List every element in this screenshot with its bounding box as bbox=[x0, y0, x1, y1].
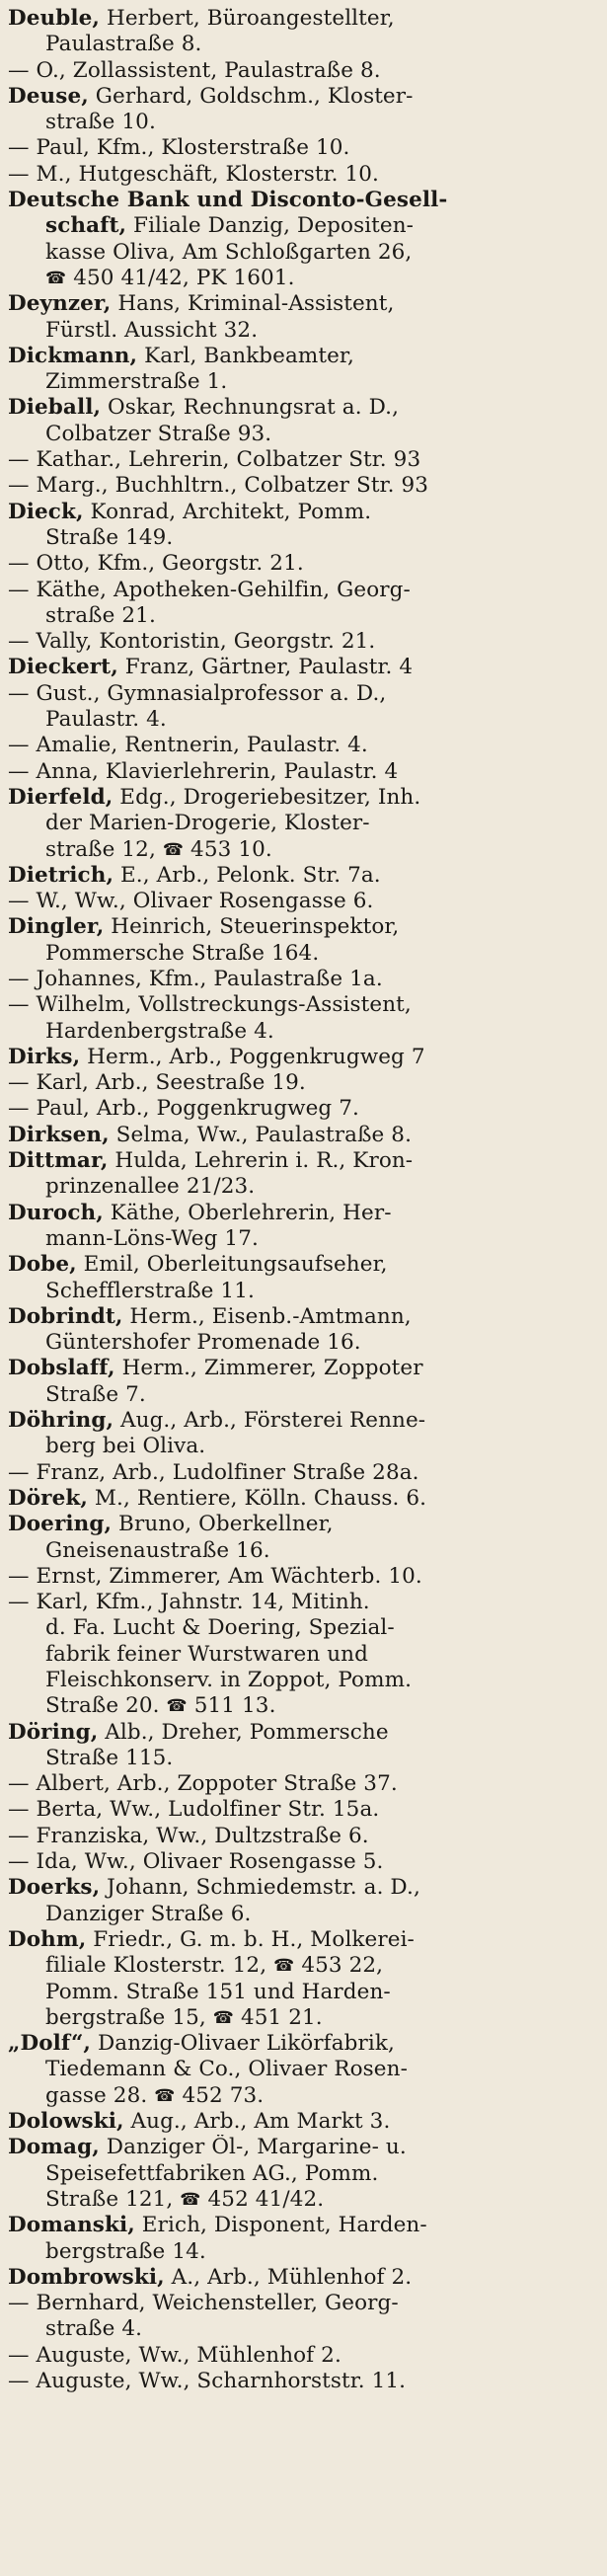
entry-text: Danziger Öl-, Margarine- u. bbox=[99, 2135, 407, 2160]
directory-line bbox=[8, 369, 599, 395]
entry-text: Aug., Arb., Försterei Renne- bbox=[114, 1408, 426, 1434]
directory-line bbox=[8, 2057, 599, 2082]
entry-name: Dirks, bbox=[8, 1044, 81, 1069]
directory-line bbox=[8, 188, 599, 213]
entry-text: straße 4. bbox=[45, 2316, 143, 2342]
entry-text: Herm., Eisenb.-Amtmann, bbox=[122, 1303, 412, 1329]
entry-name: Domag, bbox=[8, 2135, 100, 2160]
entry-text: — Otto, Kfm., Georgstr. 21. bbox=[8, 551, 304, 577]
entry-text: — M., Hutgeschäft, Klosterstr. 10. bbox=[8, 161, 379, 187]
entry-name: Dieball, bbox=[8, 395, 102, 421]
directory-line bbox=[8, 1927, 599, 1953]
directory-line bbox=[8, 681, 599, 707]
entry-text: Alb., Dreher, Pommersche bbox=[98, 1719, 389, 1745]
entry-text: — Johannes, Kfm., Paulastraße 1a. bbox=[8, 966, 383, 991]
entry-text: Fürstl. Aussicht 32. bbox=[45, 317, 259, 343]
directory-line bbox=[8, 811, 599, 836]
entry-name: Dieckert, bbox=[8, 655, 118, 680]
directory-line bbox=[8, 110, 599, 135]
entry-text: Hans, Kriminal-Assistent, bbox=[111, 291, 395, 317]
directory-line bbox=[8, 1538, 599, 1564]
directory-line bbox=[8, 1070, 599, 1096]
entry-text: — Vally, Kontoristin, Georgstr. 21. bbox=[8, 629, 376, 655]
entry-text: — Wilhelm, Vollstreckungs-Assistent, bbox=[8, 992, 412, 1018]
telephone-number: 511 13. bbox=[193, 1693, 276, 1719]
entry-text: der Marien-Drogerie, Kloster- bbox=[45, 811, 370, 836]
entry-text: Bruno, Oberkellner, bbox=[112, 1512, 334, 1537]
entry-text: Straße 149. bbox=[45, 524, 174, 550]
entry-text: bergstraße 14. bbox=[45, 2238, 206, 2264]
entry-name: Dittmar, bbox=[8, 1148, 109, 1174]
directory-line bbox=[8, 1980, 599, 2005]
directory-line bbox=[8, 1824, 599, 1849]
directory-line bbox=[8, 344, 599, 369]
entry-text: Edg., Drogeriebesitzer, Inh. bbox=[113, 784, 421, 810]
entry-name: Deutsche Bank und Disconto-Gesell- bbox=[8, 188, 448, 213]
directory-line bbox=[8, 1460, 599, 1486]
directory-line bbox=[8, 1564, 599, 1590]
directory-line bbox=[8, 1875, 599, 1901]
directory-line bbox=[8, 863, 599, 889]
entry-text: — Albert, Arb., Zoppoter Straße 37. bbox=[8, 1771, 398, 1797]
directory-line bbox=[8, 1019, 599, 1045]
directory-line bbox=[8, 395, 599, 421]
entry-text: Selma, Ww., Paulastraße 8. bbox=[109, 1122, 413, 1147]
directory-line bbox=[8, 1382, 599, 1408]
entry-text: d. Fa. Lucht & Doering, Spezial- bbox=[45, 1615, 395, 1641]
entry-text: — Bernhard, Weichensteller, Georg- bbox=[8, 2291, 399, 2316]
entry-text: Pommersche Straße 164. bbox=[45, 940, 320, 966]
entry-text: A., Arb., Mühlenhof 2. bbox=[164, 2264, 413, 2290]
entry-name: Doerks, bbox=[8, 1875, 101, 1901]
entry-text: Straße 115. bbox=[45, 1745, 174, 1770]
entry-text: Karl, Bankbeamter, bbox=[137, 343, 354, 368]
directory-line bbox=[8, 1693, 599, 1719]
telephone-icon: ☎ bbox=[162, 839, 185, 860]
directory-line bbox=[8, 1797, 599, 1823]
entry-name: Dierfeld, bbox=[8, 784, 114, 810]
entry-name: Dörek, bbox=[8, 1485, 88, 1511]
entry-text: Straße 7. bbox=[45, 1381, 146, 1407]
entry-name: Döhring, bbox=[8, 1408, 114, 1434]
telephone-number: 453 10. bbox=[190, 836, 272, 862]
entry-name: Dieck, bbox=[8, 499, 84, 524]
directory-line bbox=[8, 84, 599, 110]
entry-text: Gneisenaustraße 16. bbox=[45, 1537, 270, 1563]
entry-text: — Ernst, Zimmerer, Am Wächterb. 10. bbox=[8, 1563, 422, 1589]
entry-text: Straße 20. bbox=[45, 1693, 160, 1719]
entry-text: 450 41/42, PK 1601. bbox=[73, 265, 295, 290]
directory-line bbox=[8, 629, 599, 655]
entry-name: Deuse, bbox=[8, 83, 89, 109]
entry-text: Erich, Disponent, Harden- bbox=[134, 2213, 427, 2238]
directory-line bbox=[8, 992, 599, 1018]
entry-text: Herm., Arb., Poggenkrugweg 7 bbox=[80, 1044, 425, 1069]
directory-line bbox=[8, 707, 599, 733]
entry-text: straße 12, bbox=[45, 836, 156, 862]
entry-text: M., Rentiere, Kölln. Chauss. 6. bbox=[87, 1485, 427, 1511]
directory-line bbox=[8, 162, 599, 188]
entry-text: Herbert, Büroangestellter, bbox=[100, 6, 395, 31]
directory-line bbox=[8, 1045, 599, 1070]
directory-line bbox=[8, 1720, 599, 1746]
directory-line bbox=[8, 2083, 599, 2109]
entry-text: — Karl, Arb., Seestraße 19. bbox=[8, 1070, 306, 1096]
entry-text: Konrad, Architekt, Pomm. bbox=[83, 499, 372, 524]
entry-text: Tiedemann & Co., Olivaer Rosen- bbox=[45, 2057, 408, 2082]
entry-text: bergstraße 15, bbox=[45, 2004, 206, 2030]
directory-line bbox=[8, 1279, 599, 1304]
entry-name: Duroch, bbox=[8, 1200, 104, 1225]
entry-text: Herm., Zimmerer, Zoppoter bbox=[114, 1356, 423, 1381]
directory-line bbox=[8, 785, 599, 811]
entry-name: Deynzer, bbox=[8, 291, 112, 317]
entry-name: Dohm, bbox=[8, 1926, 87, 1952]
entry-text: straße 21. bbox=[45, 602, 156, 628]
entry-text: — Gust., Gymnasialprofessor a. D., bbox=[8, 680, 387, 706]
entry-text: Filiale Danzig, Depositen- bbox=[126, 213, 415, 239]
directory-line bbox=[8, 1902, 599, 1927]
directory-line bbox=[8, 837, 599, 863]
entry-text: Fleischkonserv. in Zoppot, Pomm. bbox=[45, 1668, 412, 1692]
telephone-icon: ☎ bbox=[273, 1956, 295, 1977]
telephone-icon: ☎ bbox=[212, 2007, 235, 2028]
entry-text: Oskar, Rechnungsrat a. D., bbox=[101, 395, 400, 421]
directory-line bbox=[8, 759, 599, 785]
entry-name: Döring, bbox=[8, 1719, 99, 1745]
entry-text: — Franz, Arb., Ludolfiner Straße 28a. bbox=[8, 1459, 419, 1485]
entry-text: straße 10. bbox=[45, 110, 156, 135]
telephone-icon: ☎ bbox=[154, 2085, 176, 2106]
directory-line bbox=[8, 2291, 599, 2316]
entry-name: Dombrowski, bbox=[8, 2264, 165, 2290]
directory-line bbox=[8, 1668, 599, 1693]
entry-text: Johann, Schmiedemstr. a. D., bbox=[100, 1875, 420, 1901]
directory-line bbox=[8, 1304, 599, 1330]
directory-line bbox=[8, 2265, 599, 2291]
directory-line bbox=[8, 447, 599, 473]
entry-text: Gerhard, Goldschm., Kloster- bbox=[88, 83, 414, 109]
directory-line bbox=[8, 578, 599, 603]
entry-text: Käthe, Oberlehrerin, Her- bbox=[103, 1200, 392, 1225]
directory-line bbox=[8, 2239, 599, 2265]
telephone-number: 453 22, bbox=[301, 1953, 384, 1979]
directory-line bbox=[8, 291, 599, 317]
entry-text: Danzig-Olivaer Likörfabrik, bbox=[91, 2031, 395, 2057]
directory-line bbox=[8, 733, 599, 758]
directory-line bbox=[8, 1849, 599, 1875]
entry-text: Schefflerstraße 11. bbox=[45, 1278, 255, 1303]
telephone-icon: ☎ bbox=[45, 268, 67, 288]
telephone-icon: ☎ bbox=[166, 1696, 188, 1717]
entry-text: Franz, Gärtner, Paulastr. 4 bbox=[117, 655, 414, 680]
directory-line bbox=[8, 2369, 599, 2394]
entry-text: Speisefettfabriken AG., Pomm. bbox=[45, 2160, 379, 2186]
entry-name: Dolowski, bbox=[8, 2109, 124, 2135]
directory-entries bbox=[8, 6, 599, 2394]
entry-text: kasse Oliva, Am Schloßgarten 26, bbox=[45, 239, 413, 265]
directory-line bbox=[8, 1590, 599, 1615]
entry-text: gasse 28. bbox=[45, 2082, 148, 2108]
entry-name: schaft, bbox=[45, 213, 127, 239]
directory-line bbox=[8, 1512, 599, 1537]
directory-line bbox=[8, 473, 599, 499]
directory-line bbox=[8, 1201, 599, 1226]
entry-text: — Käthe, Apotheken-Gehilfin, Georg- bbox=[8, 577, 411, 602]
entry-text: — Kathar., Lehrerin, Colbatzer Str. 93 bbox=[8, 447, 421, 473]
directory-line bbox=[8, 603, 599, 629]
directory-line bbox=[8, 967, 599, 992]
directory-line bbox=[8, 1771, 599, 1797]
directory-line bbox=[8, 6, 599, 32]
directory-line bbox=[8, 1615, 599, 1641]
directory-line bbox=[8, 500, 599, 525]
entry-text: — Paul, Kfm., Klosterstraße 10. bbox=[8, 135, 350, 161]
directory-line bbox=[8, 2135, 599, 2160]
directory-line bbox=[8, 1356, 599, 1381]
entry-text: Paulastraße 8. bbox=[45, 32, 202, 57]
directory-line bbox=[8, 2316, 599, 2342]
directory-line bbox=[8, 1953, 599, 1979]
entry-name: „Dolf“, bbox=[8, 2031, 92, 2057]
entry-name: Dobrindt, bbox=[8, 1303, 123, 1329]
directory-line bbox=[8, 655, 599, 680]
telephone-number: 452 41/42. bbox=[207, 2186, 325, 2212]
entry-text: — Paul, Arb., Poggenkrugweg 7. bbox=[8, 1096, 359, 1122]
directory-line bbox=[8, 2031, 599, 2057]
directory-line bbox=[8, 2343, 599, 2369]
entry-name: Dietrich, bbox=[8, 862, 114, 888]
telephone-icon: ☎ bbox=[180, 2189, 201, 2210]
directory-line bbox=[8, 422, 599, 447]
entry-text: Emil, Oberleitungsaufseher, bbox=[76, 1252, 388, 1278]
directory-line bbox=[8, 1123, 599, 1148]
entry-text: E., Arb., Pelonk. Str. 7a. bbox=[114, 862, 381, 888]
entry-text: — Karl, Kfm., Jahnstr. 14, Mitinh. bbox=[8, 1590, 370, 1615]
directory-line bbox=[8, 1226, 599, 1252]
directory-line bbox=[8, 2161, 599, 2187]
directory-line bbox=[8, 1330, 599, 1356]
directory-line bbox=[8, 2005, 599, 2031]
directory-line bbox=[8, 1148, 599, 1174]
directory-line bbox=[8, 525, 599, 551]
entry-text: — W., Ww., Olivaer Rosengasse 6. bbox=[8, 889, 374, 914]
directory-line bbox=[8, 1434, 599, 1459]
directory-line bbox=[8, 1174, 599, 1200]
directory-line bbox=[8, 2187, 599, 2213]
directory-line bbox=[8, 58, 599, 84]
entry-name: Dobe, bbox=[8, 1252, 77, 1278]
entry-text: Aug., Arb., Am Markt 3. bbox=[123, 2109, 391, 2135]
directory-line bbox=[8, 2213, 599, 2238]
entry-text: — Auguste, Ww., Scharnhorststr. 11. bbox=[8, 2369, 407, 2394]
directory-line bbox=[8, 1486, 599, 1512]
entry-name: Dirksen, bbox=[8, 1122, 110, 1147]
directory-line bbox=[8, 1252, 599, 1278]
entry-text: — Auguste, Ww., Mühlenhof 2. bbox=[8, 2342, 341, 2368]
directory-line bbox=[8, 318, 599, 344]
directory-line bbox=[8, 213, 599, 239]
entry-text: — Marg., Buchhltrn., Colbatzer Str. 93 bbox=[8, 473, 428, 499]
directory-line bbox=[8, 240, 599, 266]
telephone-number: 452 73. bbox=[182, 2082, 265, 2108]
entry-text: Friedr., G. m. b. H., Molkerei- bbox=[86, 1926, 415, 1952]
entry-text: Hardenbergstraße 4. bbox=[45, 1018, 274, 1044]
directory-line bbox=[8, 889, 599, 914]
directory-line bbox=[8, 1408, 599, 1434]
directory-line bbox=[8, 2109, 599, 2135]
directory-line bbox=[8, 1746, 599, 1771]
directory-line bbox=[8, 32, 599, 57]
entry-text: Colbatzer Straße 93. bbox=[45, 421, 272, 446]
entry-text: — Amalie, Rentnerin, Paulastr. 4. bbox=[8, 733, 368, 758]
entry-text: Güntershofer Promenade 16. bbox=[45, 1330, 361, 1356]
entry-text: filiale Klosterstr. 12, bbox=[45, 1953, 267, 1979]
entry-text: — Franziska, Ww., Dultzstraße 6. bbox=[8, 1823, 369, 1848]
directory-line bbox=[8, 1096, 599, 1122]
entry-text: Heinrich, Steuerinspektor, bbox=[104, 914, 400, 940]
entry-text: fabrik feiner Wurstwaren und bbox=[45, 1641, 368, 1667]
directory-line bbox=[8, 266, 599, 291]
entry-name: Domanski, bbox=[8, 2213, 135, 2238]
entry-text: prinzenallee 21/23. bbox=[45, 1174, 256, 1200]
entry-name: Dickmann, bbox=[8, 343, 138, 368]
directory-line bbox=[8, 1642, 599, 1668]
directory-line bbox=[8, 941, 599, 967]
entry-text: Paulastr. 4. bbox=[45, 707, 167, 733]
entry-text: — Berta, Ww., Ludolfiner Str. 15a. bbox=[8, 1797, 380, 1823]
entry-text: Hulda, Lehrerin i. R., Kron- bbox=[108, 1148, 414, 1174]
entry-text: Straße 121, bbox=[45, 2186, 174, 2212]
entry-text: mann-Löns-Weg 17. bbox=[45, 1225, 259, 1251]
entry-name: Dingler, bbox=[8, 914, 105, 940]
directory-line bbox=[8, 914, 599, 940]
entry-name: Deuble, bbox=[8, 6, 101, 31]
entry-text: — Anna, Klavierlehrerin, Paulastr. 4 bbox=[8, 758, 399, 784]
entry-text: berg bei Oliva. bbox=[45, 1434, 206, 1459]
entry-text: Pomm. Straße 151 und Harden- bbox=[45, 1979, 391, 2004]
telephone-number: 451 21. bbox=[240, 2004, 323, 2030]
directory-line bbox=[8, 135, 599, 161]
entry-text: — O., Zollassistent, Paulastraße 8. bbox=[8, 57, 381, 83]
entry-name: Dobslaff, bbox=[8, 1356, 115, 1381]
entry-text: Danziger Straße 6. bbox=[45, 1901, 252, 1926]
entry-text: Zimmerstraße 1. bbox=[45, 369, 228, 395]
entry-text: — Ida, Ww., Olivaer Rosengasse 5. bbox=[8, 1849, 384, 1875]
directory-line bbox=[8, 551, 599, 577]
entry-name: Doering, bbox=[8, 1512, 113, 1537]
